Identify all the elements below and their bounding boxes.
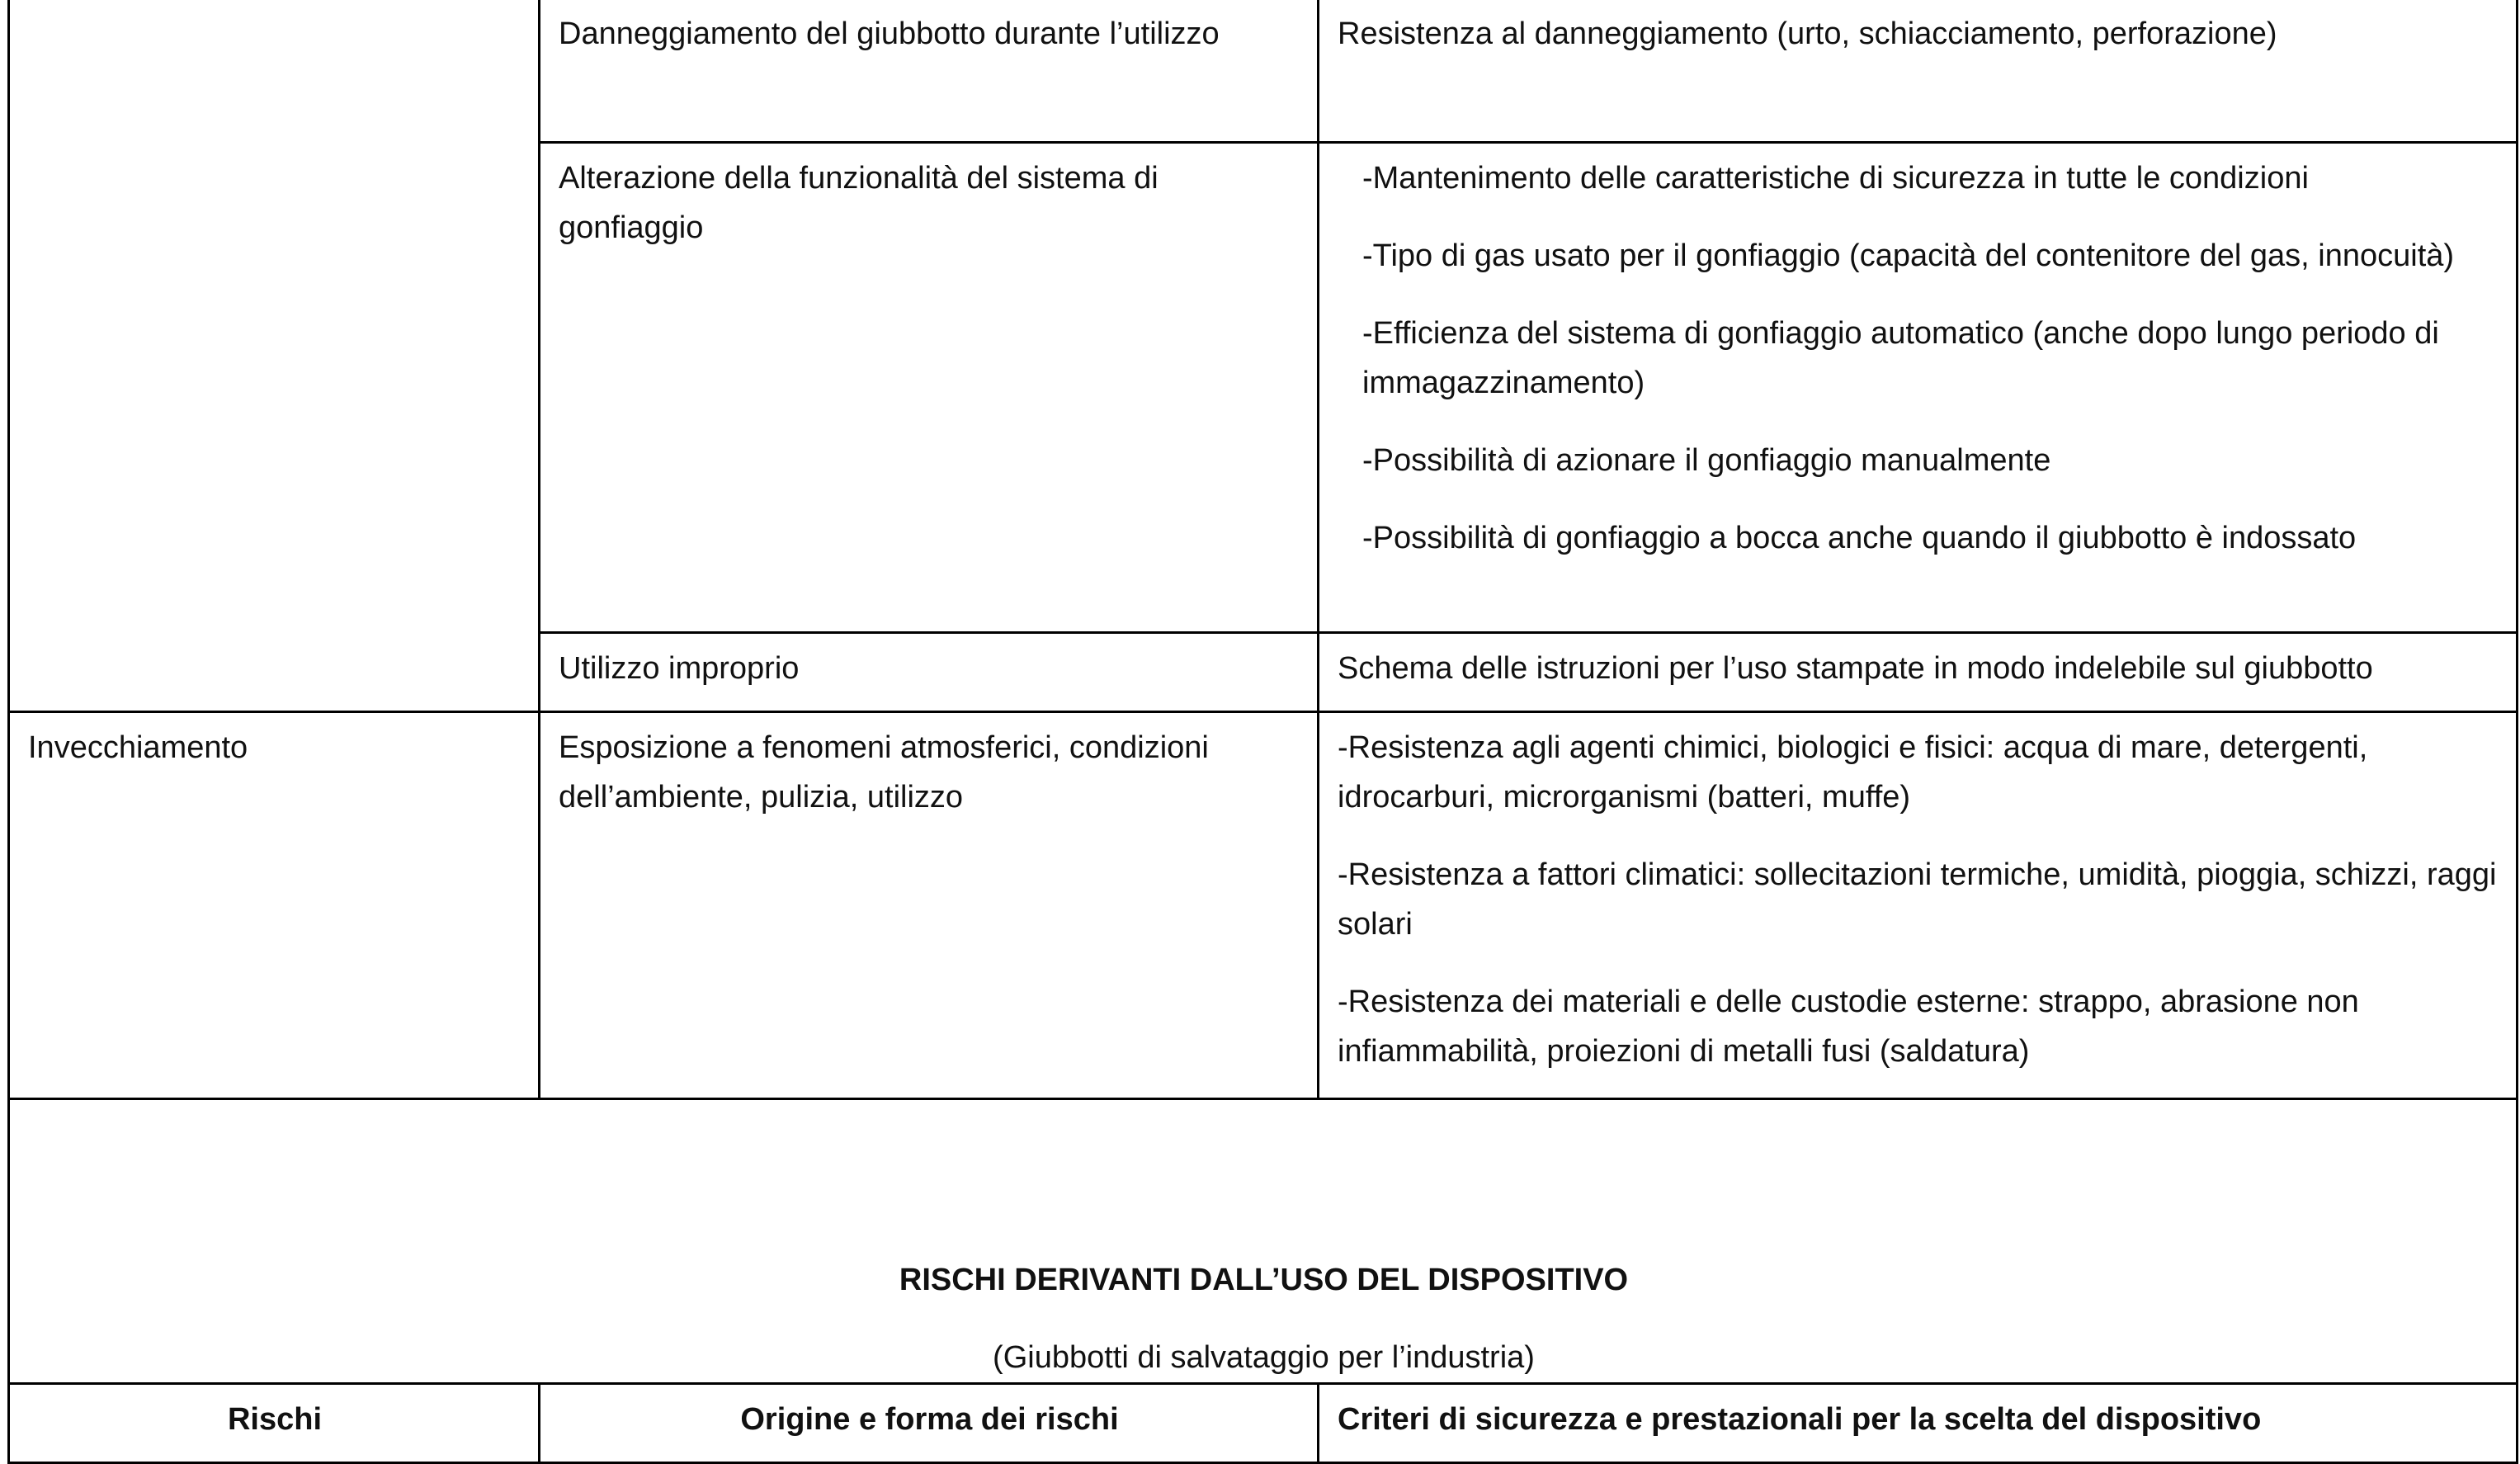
criteria-text: -Possibilità di azionare il gonfiaggio manualmente [1362, 443, 2051, 478]
origin-text: Alterazione della funzionalità del sistema di gonfiaggio [559, 161, 1159, 245]
origin-cell [540, 0, 1319, 143]
header-origin [540, 1384, 1319, 1463]
header-criteria-label: Criteri di sicurezza e prestazionali per la scelta del dispositivo [1338, 1402, 2262, 1437]
criteria-text: -Tipo di gas usato per il gonfiaggio (capacità del contenitore del gas, innocuità) [1362, 238, 2455, 273]
criteria-cell [1319, 633, 2518, 712]
criteria-text: -Resistenza dei materiali e delle custodie esterne: strappo, abrasione non infiammabilità, proiezioni di metalli fusi (saldatura) [1338, 985, 2359, 1069]
risk-table [7, 0, 2518, 1464]
criteria-cell [1319, 0, 2518, 143]
criteria-cell [1319, 143, 2518, 633]
criteria-cell [1319, 712, 2518, 1099]
risk-text: Invecchiamento [28, 730, 248, 765]
origin-cell [540, 633, 1319, 712]
origin-text: Utilizzo improprio [559, 651, 800, 686]
table-row [9, 0, 2518, 143]
header-risks [9, 1384, 540, 1463]
criteria-text: -Possibilità di gonfiaggio a bocca anche quando il giubbotto è indossato [1362, 521, 2357, 555]
criteria-text: -Resistenza agli agenti chimici, biologici e fisici: acqua di mare, detergenti, idrocarburi, microrganismi (batteri, muffe) [1338, 730, 2368, 815]
criteria-text: Schema delle istruzioni per l’uso stampate in modo indelebile sul giubbotto [1338, 651, 2373, 686]
origin-cell [540, 143, 1319, 633]
criteria-text: Resistenza al danneggiamento (urto, schiacciamento, perforazione) [1338, 17, 2277, 51]
section-cell [9, 1099, 2518, 1384]
risk-cell [9, 712, 540, 1099]
criteria-text: -Resistenza a fattori climatici: sollecitazioni termiche, umidità, pioggia, schizzi, raggi solari [1338, 857, 2497, 942]
table-row [9, 712, 2518, 1099]
header-origin-label: Origine e forma dei rischi [740, 1402, 1119, 1437]
origin-text: Danneggiamento del giubbotto durante l’utilizzo [559, 17, 1220, 51]
header-criteria [1319, 1384, 2518, 1463]
section-subtitle: (Giubbotti di salvataggio per l’industria) [993, 1340, 1535, 1375]
origin-text: Esposizione a fenomeni atmosferici, condizioni dell’ambiente, pulizia, utilizzo [559, 730, 1209, 815]
risk-cell [9, 0, 540, 712]
header-row [9, 1384, 2518, 1463]
criteria-text: -Mantenimento delle caratteristiche di sicurezza in tutte le condizioni [1362, 161, 2309, 196]
origin-cell [540, 712, 1319, 1099]
section-title: RISCHI DERIVANTI DALL’USO DEL DISPOSITIVO [899, 1263, 1629, 1297]
section-row [9, 1099, 2518, 1384]
header-risks-label: Rischi [227, 1402, 323, 1437]
criteria-text: -Efficienza del sistema di gonfiaggio automatico (anche dopo lungo periodo di immagazzinamento) [1362, 316, 2439, 400]
